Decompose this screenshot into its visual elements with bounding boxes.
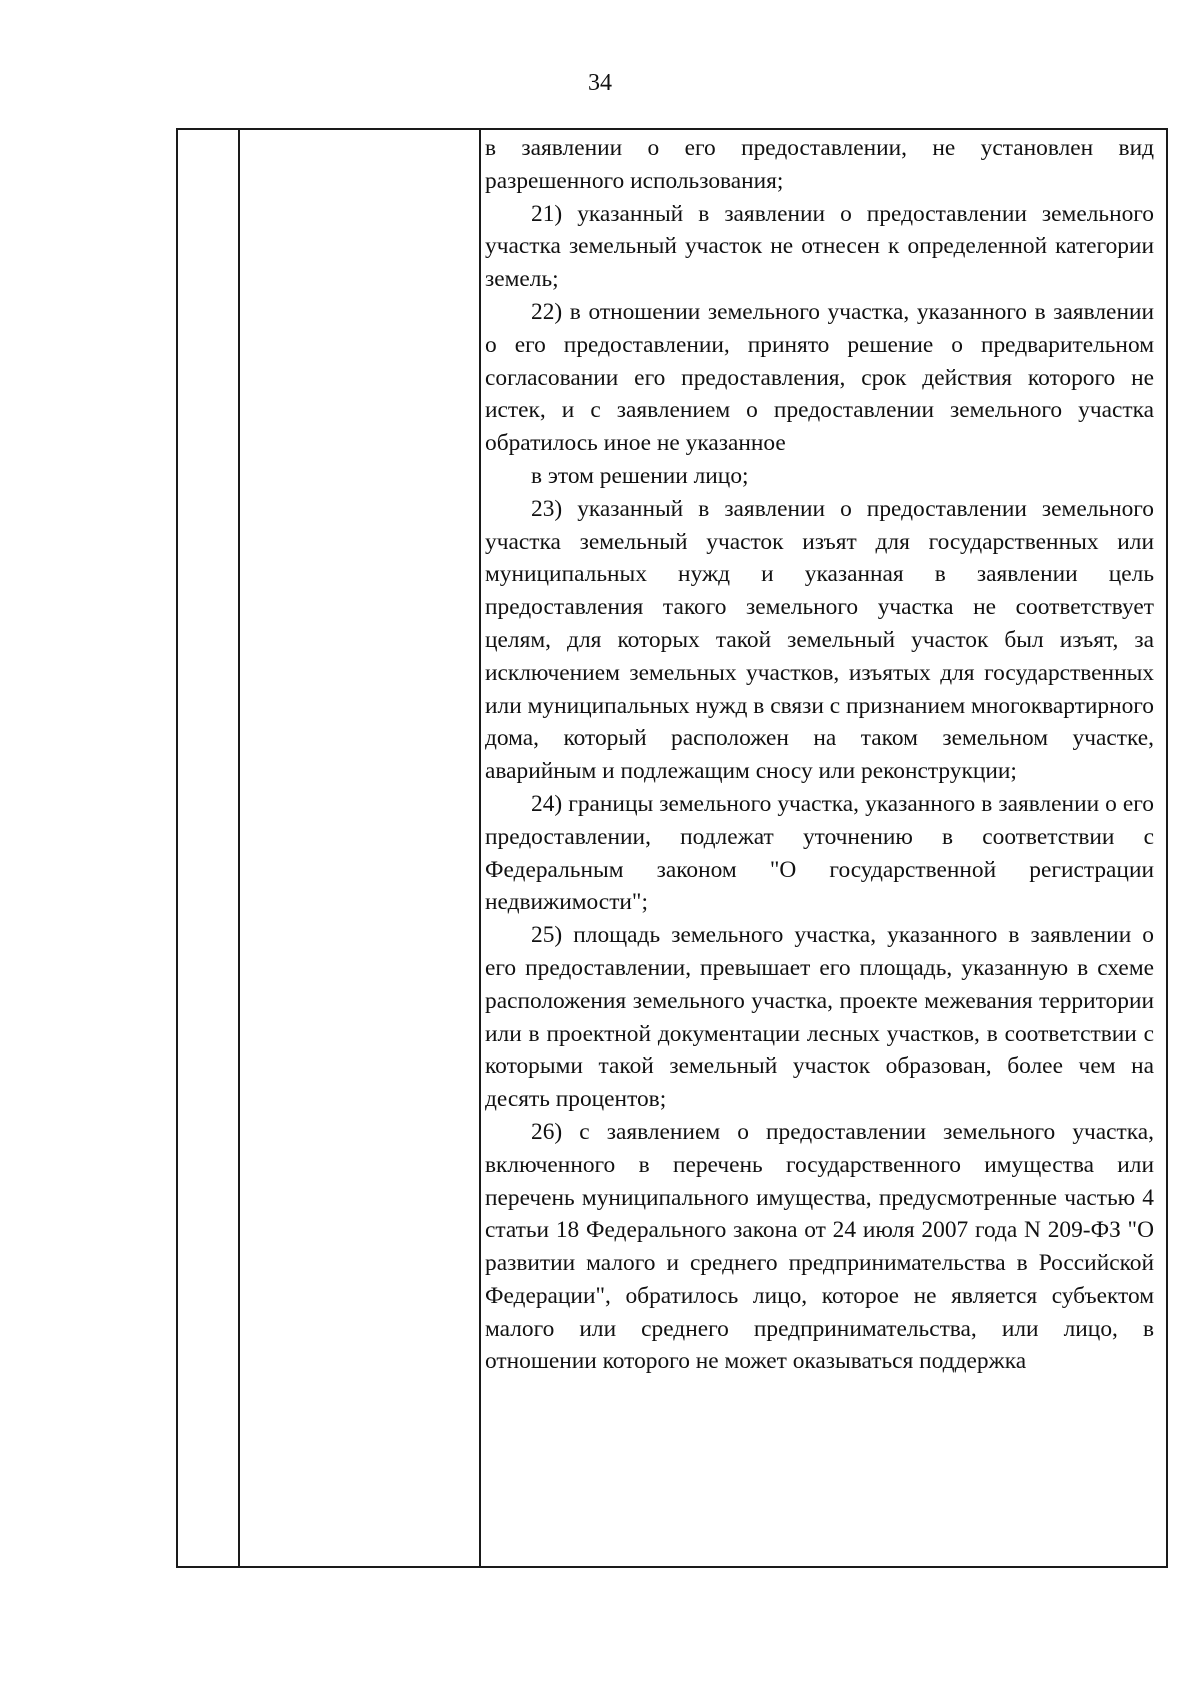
table-column-divider-1 — [238, 130, 240, 1566]
paragraph-item-26: 26) с заявлением о предоставлении земельного участка, включенного в перечень государственного имущества или перечень муниципального имущества, предусмотренные частью 4 статьи 18 Федерального закона от 24 июля 2007 года N 209-ФЗ "О развитии малого и среднего предпринимательства в Российской Федерации", обратилось лицо, которое не является субъектом малого или среднего предпринимательства, или лицо, в отношении которого не может оказываться поддержка — [485, 1118, 1154, 1375]
paragraph-item-25: 25) площадь земельного участка, указанного в заявлении о его предоставлении, превышает его площадь, указанную в схеме расположения земельного участка, проекте межевания территории или в проектной документации лесных участков, в соответствии с которыми такой земельный участок образован, более чем на десять процентов; — [485, 922, 1154, 1113]
document-table — [176, 128, 1168, 1568]
paragraph-continuation: в заявлении о его предоставлении, не установлен вид разрешенного использования; — [485, 135, 1154, 194]
paragraph-item-22: 22) в отношении земельного участка, указанного в заявлении о его предоставлении, принято решение о предварительном согласовании его предоставления, срок действия которого не истек, и с заявлением о предоставлении земельного участка обратилось иное не указанное — [485, 298, 1154, 457]
table-text-cell — [485, 132, 1154, 1566]
table-column-divider-2 — [479, 130, 481, 1566]
paragraph-item-22-tail: в этом решении лицо; — [531, 462, 749, 489]
page-number: 34 — [588, 70, 612, 96]
paragraph-item-21: 21) указанный в заявлении о предоставлении земельного участка земельный участок не отнесен к определенной категории земель; — [485, 200, 1154, 293]
paragraph-item-23: 23) указанный в заявлении о предоставлении земельного участка земельный участок изъят для государственных или муниципальных нужд и указанная в заявлении цель предоставления такого земельного участка не соответствует целям, для которых такой земельный участок был изъят, за исключением земельных участков, изъятых для государственных или муниципальных нужд в связи с признанием многоквартирного дома, который расположен на таком земельном участке, аварийным и подлежащим сносу или реконструкции; — [485, 495, 1154, 785]
paragraph-item-24: 24) границы земельного участка, указанного в заявлении о его предоставлении, подлежат уточнению в соответствии с Федеральным законом "О государственной регистрации недвижимости"; — [485, 790, 1154, 916]
